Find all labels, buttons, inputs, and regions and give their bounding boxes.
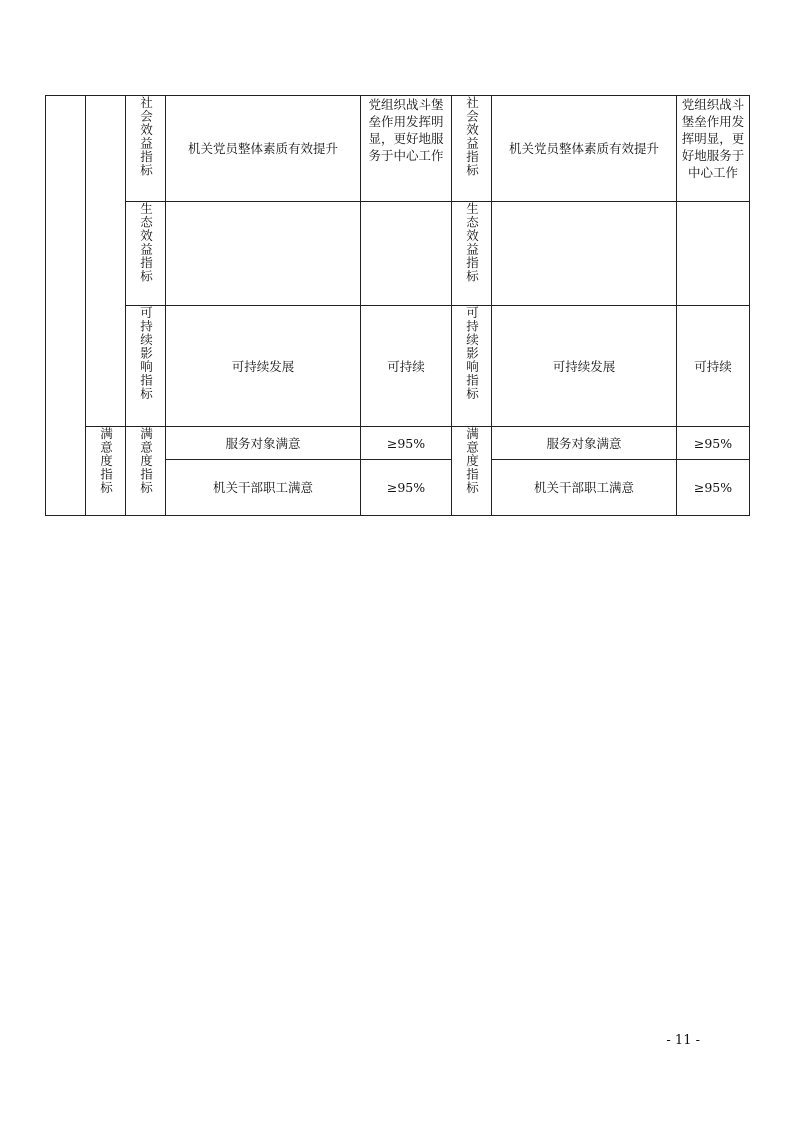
level1-cell-empty [46, 96, 86, 516]
table-row-social [46, 96, 750, 202]
category-cell-satisfaction-right [452, 427, 492, 516]
content-cell-eco-left [166, 202, 361, 306]
value-cell-satisfaction-2-right: ≥95% [677, 460, 750, 516]
category-cell-sustain-right [452, 306, 492, 427]
value-text: 党组织战斗堡垒作用发挥明显，更好地服务于中心工作 [681, 97, 745, 180]
table-row-satisfaction-1 [46, 427, 750, 460]
category-label: 社会效益指标 [464, 96, 480, 177]
level2-cell-empty [86, 96, 126, 427]
value-cell-satisfaction-1-left: ≥95% [361, 427, 452, 460]
content-cell-sustain-right: 可持续发展 [492, 306, 677, 427]
category-label: 满意度指标 [138, 427, 154, 495]
category-label: 可持续影响指标 [138, 306, 154, 401]
table-row-sustain [46, 306, 750, 427]
category-cell-eco-right [452, 202, 492, 306]
value-cell-satisfaction-1-right: ≥95% [677, 427, 750, 460]
content-cell-satisfaction-2-right: 机关干部职工满意 [492, 460, 677, 516]
page-number: - 11 - [666, 1033, 700, 1048]
value-cell-social-right [677, 96, 750, 202]
category-cell-satisfaction-left [126, 427, 166, 516]
category-label: 社会效益指标 [138, 96, 154, 177]
category-cell-social-right [452, 96, 492, 202]
value-cell-sustain-right: 可持续 [677, 306, 750, 427]
value-cell-eco-left [361, 202, 452, 306]
value-text: 党组织战斗堡垒作用发挥明显，更好地服务于中心工作 [368, 97, 444, 163]
content-cell-social-left: 机关党员整体素质有效提升 [166, 96, 361, 202]
content-cell-satisfaction-1-left: 服务对象满意 [166, 427, 361, 460]
category-label: 满意度指标 [464, 427, 480, 495]
level2-cell-satisfaction [86, 427, 126, 516]
value-cell-sustain-left: 可持续 [361, 306, 452, 427]
category-label: 生态效益指标 [138, 202, 154, 283]
category-label: 可持续影响指标 [464, 306, 480, 401]
table-row-eco [46, 202, 750, 306]
value-cell-satisfaction-2-left: ≥95% [361, 460, 452, 516]
content-cell-sustain-left: 可持续发展 [166, 306, 361, 427]
performance-indicator-table [45, 95, 750, 516]
value-cell-social-left [361, 96, 452, 202]
category-cell-sustain-left [126, 306, 166, 427]
content-cell-satisfaction-1-right: 服务对象满意 [492, 427, 677, 460]
content-cell-eco-right [492, 202, 677, 306]
category-cell-eco-left [126, 202, 166, 306]
content-cell-social-right: 机关党员整体素质有效提升 [492, 96, 677, 202]
level2-label: 满意度指标 [98, 427, 114, 495]
category-cell-social-left [126, 96, 166, 202]
category-label: 生态效益指标 [464, 202, 480, 283]
content-cell-satisfaction-2-left: 机关干部职工满意 [166, 460, 361, 516]
value-cell-eco-right [677, 202, 750, 306]
